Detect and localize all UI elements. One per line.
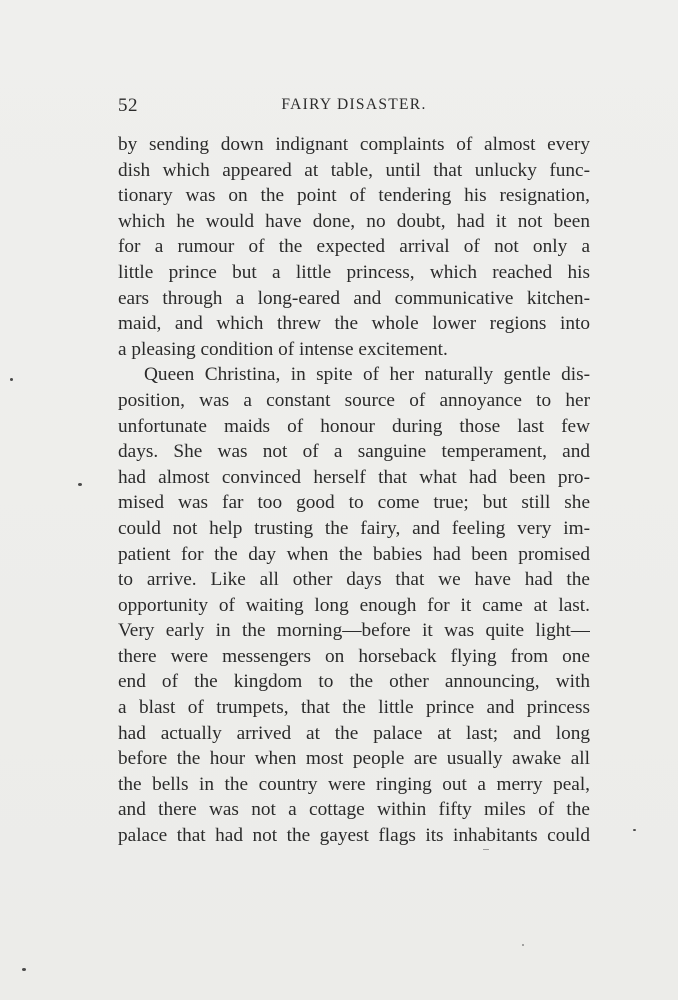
text-line: which he would have done, no doubt, had it not been xyxy=(118,210,590,232)
text-line: before the hour when most people are usually awake all xyxy=(118,748,590,770)
text-line: for a rumour of the expected arrival of not only a xyxy=(118,236,590,258)
page-number: 52 xyxy=(118,95,138,116)
scan-speck xyxy=(483,849,489,850)
text-line: dish which appeared at table, until that unlucky func- xyxy=(118,159,590,181)
text-line: mised was far too good to come true; but still she xyxy=(118,492,590,514)
text-line: Queen Christina, in spite of her naturally gentle dis- xyxy=(144,364,590,386)
text-line: tionary was on the point of tendering his resignation, xyxy=(118,185,590,207)
text-line: the bells in the country were ringing out a merry peal, xyxy=(118,773,590,795)
text-line: and there was not a cottage within fifty miles of the xyxy=(118,799,590,821)
text-line: opportunity of waiting long enough for it came at last. xyxy=(118,594,590,616)
text-line: Very early in the morning—before it was quite light— xyxy=(118,620,590,642)
page-header xyxy=(118,95,590,117)
running-title: FAIRY DISASTER. xyxy=(281,96,427,113)
text-line: palace that had not the gayest flags its inhabitants could xyxy=(118,825,590,847)
text-line: end of the kingdom to the other announcing, with xyxy=(118,671,590,693)
text-line: by sending down indignant complaints of almost every xyxy=(118,134,590,155)
text-line: to arrive. Like all other days that we have had the xyxy=(118,569,590,591)
text-line: a blast of trumpets, that the little prince and princess xyxy=(118,697,590,719)
text-line: unfortunate maids of honour during those last few xyxy=(118,415,590,437)
scan-speck xyxy=(10,378,13,381)
text-line: maid, and which threw the whole lower regions into xyxy=(118,313,590,335)
text-line: had actually arrived at the palace at last; and long xyxy=(118,722,590,744)
text-line: little prince but a little princess, which reached his xyxy=(118,261,590,283)
body-text xyxy=(118,132,590,849)
scan-speck xyxy=(522,944,524,946)
text-line: there were messengers on horseback flying from one xyxy=(118,645,590,667)
text-line: could not help trusting the fairy, and feeling very im- xyxy=(118,517,590,539)
text-line: position, was a constant source of annoyance to her xyxy=(118,389,590,411)
scan-speck xyxy=(78,483,82,486)
text-line: patient for the day when the babies had been promised xyxy=(118,543,590,565)
text-line: a pleasing condition of intense excitement. xyxy=(118,338,448,360)
text-line: days. She was not of a sanguine temperament, and xyxy=(118,441,590,463)
scan-speck xyxy=(633,829,636,831)
text-line: ears through a long-eared and communicative kitchen- xyxy=(118,287,590,309)
scan-speck xyxy=(22,968,26,971)
text-line: had almost convinced herself that what had been pro- xyxy=(118,466,590,488)
